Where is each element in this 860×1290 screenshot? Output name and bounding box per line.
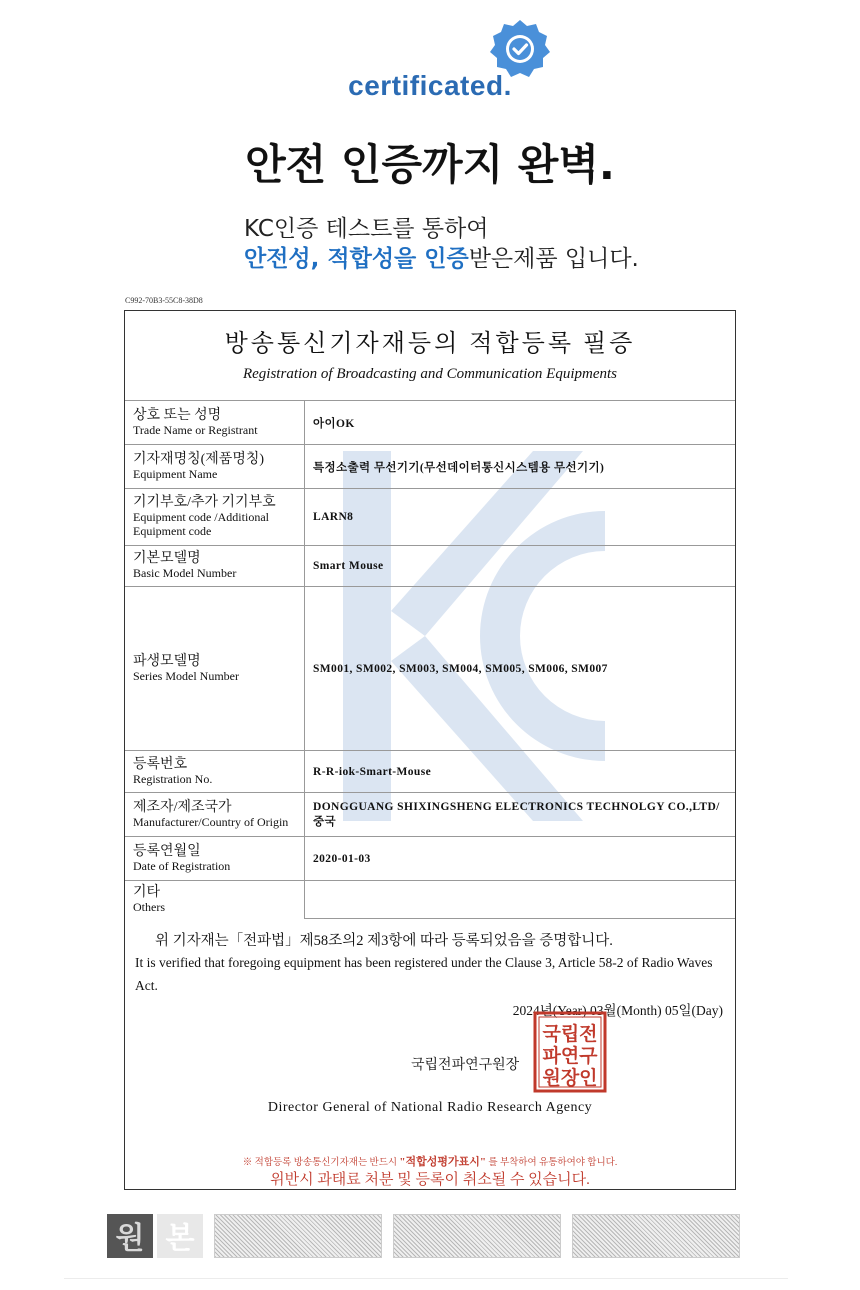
row-value: LARN8	[305, 489, 736, 546]
table-row	[125, 751, 735, 793]
divider	[64, 1278, 788, 1279]
seal-text: 원장인	[542, 1067, 598, 1089]
row-label: 상호 또는 성명 Trade Name or Registrant	[125, 401, 305, 445]
row-value	[305, 881, 736, 919]
row-value: SM001, SM002, SM003, SM004, SM005, SM006, SM007	[305, 587, 736, 751]
warning-notice: ※ 적합등록 방송통신기자재는 반드시 "적합성평가표시" 를 부착하여 유통하여야 합니다.	[242, 1156, 618, 1168]
security-pattern	[393, 1214, 561, 1258]
row-label: 기기부호/추가 기기부호 Equipment code /Additional Equipment code	[125, 489, 305, 546]
svg-text:원: 원	[115, 1221, 145, 1256]
row-value: 2020-01-03	[305, 837, 736, 881]
warning-penalty: 위반시 과태료 처분 및 등록이 취소될 수 있습니다.	[270, 1172, 590, 1188]
original-stamp-icon	[107, 1214, 203, 1258]
table-row	[125, 881, 735, 919]
issue-date: 2024년(Year) 03월(Month) 05일(Day)	[512, 1003, 723, 1018]
director-title: Director General of National Radio Research Agency	[267, 1100, 593, 1115]
subline-1: KC인증 테스트를 통하여	[244, 216, 489, 242]
row-value: DONGGUANG SHIXINGSHENG ELECTRONICS TECHNOLGY CO.,LTD/중국	[305, 793, 736, 837]
security-pattern	[214, 1214, 382, 1258]
row-label: 기자재명칭(제품명칭) Equipment Name	[125, 445, 305, 489]
official-seal-icon	[533, 1011, 607, 1093]
subline-2: 안전성, 적합성을 인증받은제품 입니다.	[244, 246, 639, 272]
row-value: Smart Mouse	[305, 546, 736, 587]
certificate-title: 방송통신기자재등의 적합등록 필증	[224, 331, 636, 357]
signer-title: 국립전파연구원장	[411, 1058, 520, 1073]
svg-text:본: 본	[165, 1221, 195, 1256]
statement-english: It is verified that foregoing equipment has been registered under the Clause 3, Article 58-2 of Radio Waves Act.	[135, 955, 713, 993]
security-pattern	[572, 1214, 740, 1258]
row-label: 제조자/제조국가 Manufacturer/Country of Origin	[125, 793, 305, 837]
table-row	[125, 837, 735, 881]
row-value: R-R-iok-Smart-Mouse	[305, 751, 736, 793]
brand-wordmark: certificated.	[348, 70, 512, 101]
seal-text: 파연구	[542, 1045, 598, 1067]
row-label: 기본모델명 Basic Model Number	[125, 546, 305, 587]
row-label: 파생모델명 Series Model Number	[125, 587, 305, 751]
table-row	[125, 445, 735, 489]
table-row	[125, 489, 735, 546]
row-value: 특정소출력 무선기기(무선데이터통신시스템용 무선기기)	[305, 445, 736, 489]
registration-table	[125, 400, 735, 919]
document-id: C992-70B3-55C8-38D8	[125, 296, 203, 305]
statement-korean: 위 기자재는「전파법」제58조의2 제3항에 따라 등록되었음을 증명합니다.	[155, 933, 613, 949]
certificate-subtitle: Registration of Broadcasting and Communication Equipments	[242, 366, 617, 382]
row-label: 기타 Others	[125, 881, 305, 919]
seal-text: 국립전	[542, 1023, 598, 1045]
row-value: 아이OK	[305, 401, 736, 445]
headline: 안전 인증까지 완벽.	[245, 140, 615, 189]
table-row	[125, 793, 735, 837]
table-row	[125, 587, 735, 751]
row-label: 등록번호 Registration No.	[125, 751, 305, 793]
table-row	[125, 401, 735, 445]
registration-certificate	[124, 310, 736, 1190]
table-row	[125, 546, 735, 587]
row-label: 등록연월일 Date of Registration	[125, 837, 305, 881]
